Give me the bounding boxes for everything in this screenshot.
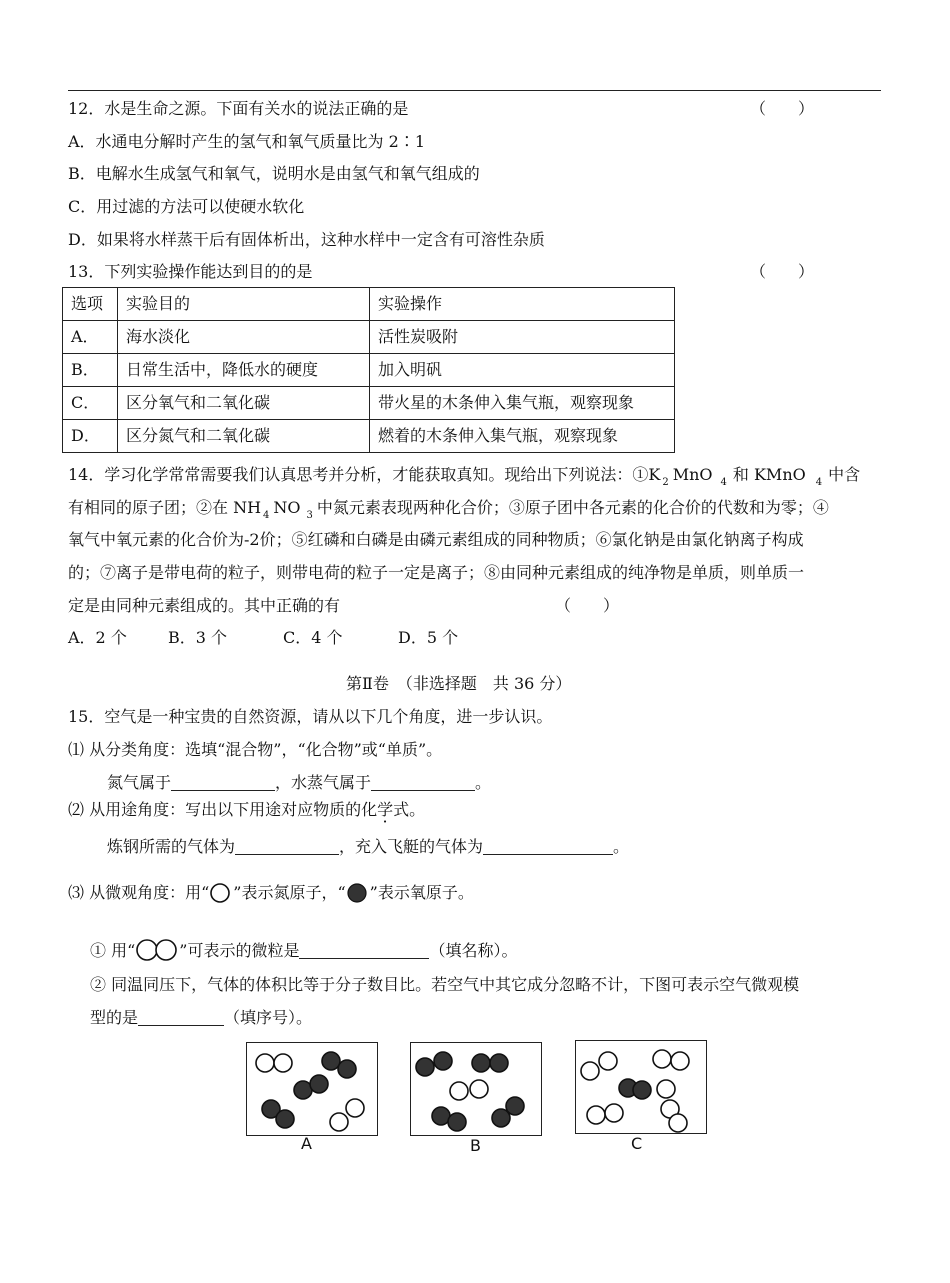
q14-text: 14．学习化学常常需要我们认真思考并分析，才能获取真知。现给出下列说法：①K bbox=[68, 465, 661, 484]
q14-option-d: D．5 个 bbox=[398, 628, 459, 647]
subscript: 3 bbox=[306, 510, 313, 521]
nitrogen-atom-icon bbox=[209, 882, 233, 904]
table-cell: 区分氮气和二氧化碳 bbox=[118, 420, 370, 453]
q14-answer-paren: （ ） bbox=[555, 596, 620, 615]
q15-text: （填序号）。 bbox=[224, 1008, 313, 1027]
q15-text: ”表示氧原子。 bbox=[369, 883, 474, 902]
q12-option-d: D．如果将水样蒸干后有固体析出，这种水样中一定含有可溶性杂质 bbox=[68, 230, 545, 249]
q15-text: ⑵ 从用途角度：写出以下用途对应物质的 bbox=[68, 800, 362, 819]
q15-part-3 bbox=[68, 882, 474, 904]
table-row bbox=[63, 354, 675, 387]
q12-option-c: C．用过滤的方法可以使硬水软化 bbox=[68, 197, 305, 216]
q15-text: ，充入飞艇的气体为 bbox=[339, 837, 484, 856]
nitrogen-molecule-icon bbox=[135, 938, 179, 962]
q14-text: 中含 bbox=[828, 465, 861, 484]
table-header: 实验目的 bbox=[118, 288, 370, 321]
q15-part-1-line bbox=[107, 773, 491, 793]
table-cell: 海水淡化 bbox=[118, 321, 370, 354]
emphasis-dotted-text: 化学式 bbox=[361, 800, 410, 819]
q14-option-b: B．3 个 bbox=[168, 628, 228, 647]
q14-line-1 bbox=[68, 465, 860, 488]
q15-part-2 bbox=[68, 800, 425, 820]
answer-blank[interactable] bbox=[483, 838, 613, 855]
section-2-title: 第Ⅱ卷 （非选择题 共 36 分） bbox=[346, 674, 572, 693]
table-cell: D． bbox=[63, 420, 118, 453]
q14-line-4: 的；⑦离子是带电荷的粒子，则带电荷的粒子一定是离子；⑧由同种元素组成的纯净物是单质，则单质一 bbox=[68, 563, 805, 582]
q14-text: MnO bbox=[672, 465, 713, 484]
q14-option-a: A．2 个 bbox=[68, 628, 127, 647]
q15-text: 氮气属于 bbox=[107, 773, 172, 792]
answer-blank[interactable] bbox=[171, 774, 275, 791]
q14-text: 有相同的原子团；②在 NH bbox=[68, 498, 262, 517]
q12-stem: 12．水是生命之源。下面有关水的说法正确的是 bbox=[68, 99, 409, 118]
q14-line-5: 定是由同种元素组成的。其中正确的有 bbox=[68, 596, 341, 615]
q15-text: ⑶ 从微观角度：用“ bbox=[68, 883, 210, 902]
q15-text: 。 bbox=[409, 800, 426, 819]
q14-text: NO bbox=[273, 498, 301, 517]
top-rule bbox=[68, 90, 881, 91]
table-row bbox=[63, 321, 675, 354]
answer-blank[interactable] bbox=[138, 1009, 224, 1026]
q14-option-c: C．4 个 bbox=[283, 628, 343, 647]
table-row bbox=[63, 420, 675, 453]
q15-part-2-line bbox=[107, 837, 629, 857]
q15-sub-2-line-2 bbox=[90, 1008, 312, 1028]
q15-text: 型的是 bbox=[90, 1008, 139, 1027]
q12-option-a: A．水通电分解时产生的氢气和氧气质量比为 2∶1 bbox=[68, 132, 426, 151]
model-label-b: B bbox=[470, 1136, 481, 1155]
q14-line-3: 氧气中氧元素的化合价为-2价；⑤红磷和白磷是由磷元素组成的同种物质；⑥氯化钠是由氯化钠离子构成 bbox=[68, 530, 804, 549]
q15-sub-2-line-1: ② 同温同压下，气体的体积比等于分子数目比。若空气中其它成分忽略不计，下图可表示空气微观模 bbox=[90, 975, 800, 994]
table-row bbox=[63, 387, 675, 420]
table-cell: 燃着的木条伸入集气瓶，观察现象 bbox=[370, 420, 675, 453]
table-cell: C． bbox=[63, 387, 118, 420]
model-box-b bbox=[410, 1042, 542, 1136]
q15-text: ”表示氮原子，“ bbox=[233, 883, 346, 902]
q14-line-2 bbox=[68, 498, 829, 521]
table-cell: A． bbox=[63, 321, 118, 354]
q15-text: 。 bbox=[475, 773, 492, 792]
table-header: 选项 bbox=[63, 288, 118, 321]
subscript: 2 bbox=[662, 477, 669, 488]
q12-option-b: B．电解水生成氢气和氧气，说明水是由氢气和氧气组成的 bbox=[68, 164, 480, 183]
table-cell: 区分氧气和二氧化碳 bbox=[118, 387, 370, 420]
q13-table bbox=[62, 287, 675, 453]
table-cell: 活性炭吸附 bbox=[370, 321, 675, 354]
q15-text: ① 用“ bbox=[90, 941, 136, 960]
table-header: 实验操作 bbox=[370, 288, 675, 321]
answer-blank[interactable] bbox=[299, 942, 429, 959]
model-b-drawing bbox=[411, 1043, 541, 1135]
model-label-c: C bbox=[631, 1134, 643, 1153]
q14-text: 中氮元素表现两种化合价；③原子团中各元素的化合价的代数和为零；④ bbox=[316, 498, 829, 517]
q12-answer-paren: （ ） bbox=[750, 99, 815, 118]
q15-stem: 15．空气是一种宝贵的自然资源，请从以下几个角度，进一步认识。 bbox=[68, 707, 553, 726]
model-a-drawing bbox=[247, 1043, 377, 1135]
q15-text: （填名称）。 bbox=[429, 941, 518, 960]
subscript: 4 bbox=[720, 477, 727, 488]
subscript: 4 bbox=[815, 477, 823, 488]
q14-text: 和 KMnO bbox=[732, 465, 806, 484]
oxygen-atom-icon bbox=[346, 882, 370, 904]
model-box-a bbox=[246, 1042, 378, 1136]
q13-answer-paren: （ ） bbox=[750, 262, 815, 281]
q15-sub-1 bbox=[90, 938, 517, 962]
q13-stem: 13．下列实验操作能达到目的的是 bbox=[68, 262, 313, 281]
table-cell: 加入明矾 bbox=[370, 354, 675, 387]
q15-part-1: ⑴ 从分类角度：选填“混合物”，“化合物”或“单质”。 bbox=[68, 740, 443, 759]
table-cell: B． bbox=[63, 354, 118, 387]
model-label-a: A bbox=[301, 1134, 312, 1153]
answer-blank[interactable] bbox=[371, 774, 475, 791]
q15-text: ”可表示的微粒是 bbox=[179, 941, 300, 960]
table-cell: 日常生活中，降低水的硬度 bbox=[118, 354, 370, 387]
q15-text: 炼钢所需的气体为 bbox=[107, 837, 236, 856]
q15-text: ，水蒸气属于 bbox=[275, 773, 372, 792]
model-box-c bbox=[575, 1040, 707, 1134]
q15-text: 。 bbox=[613, 837, 630, 856]
answer-blank[interactable] bbox=[235, 838, 339, 855]
table-header-row bbox=[63, 288, 675, 321]
model-c-drawing bbox=[576, 1041, 706, 1133]
table-cell: 带火星的木条伸入集气瓶，观察现象 bbox=[370, 387, 675, 420]
subscript: 4 bbox=[263, 510, 270, 521]
